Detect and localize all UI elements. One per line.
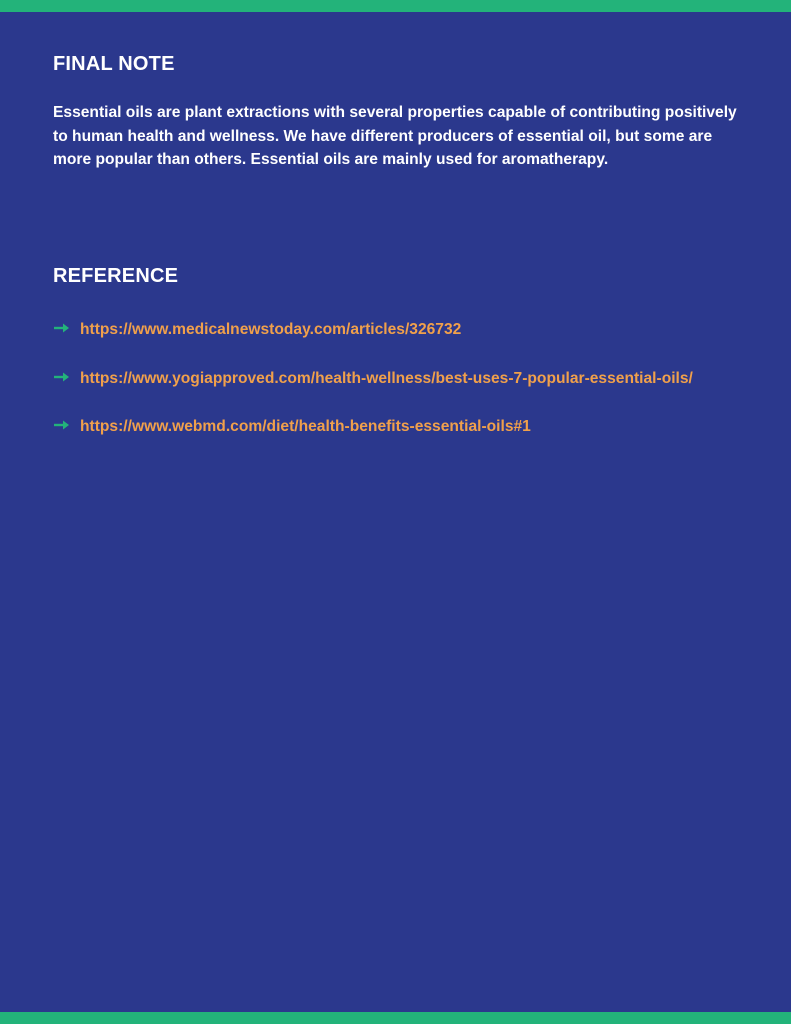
reference-list — [53, 318, 753, 439]
final-note-heading: FINAL NOTE — [53, 53, 175, 75]
reference-item — [53, 318, 753, 342]
final-note-body: Essential oils are plant extractions with several properties capable of contributing positively to human health and wellness. We have different producers of essential oil, but some are more popular than others. Essential oils are mainly used for aromatherapy. — [53, 104, 737, 168]
arrow-right-icon — [53, 322, 71, 334]
reference-link[interactable]: https://www.medicalnewstoday.com/articles/326732 — [80, 321, 462, 338]
reference-link[interactable]: https://www.webmd.com/diet/health-benefits-essential-oils#1 — [80, 418, 531, 435]
bottom-accent-bar — [0, 1012, 791, 1024]
reference-item — [53, 367, 753, 391]
arrow-right-icon — [53, 371, 71, 383]
top-accent-bar — [0, 0, 791, 12]
arrow-right-icon — [53, 419, 71, 431]
reference-item — [53, 415, 753, 439]
reference-heading: REFERENCE — [53, 265, 179, 287]
reference-link[interactable]: https://www.yogiapproved.com/health-wellness/best-uses-7-popular-essential-oils/ — [80, 369, 693, 387]
